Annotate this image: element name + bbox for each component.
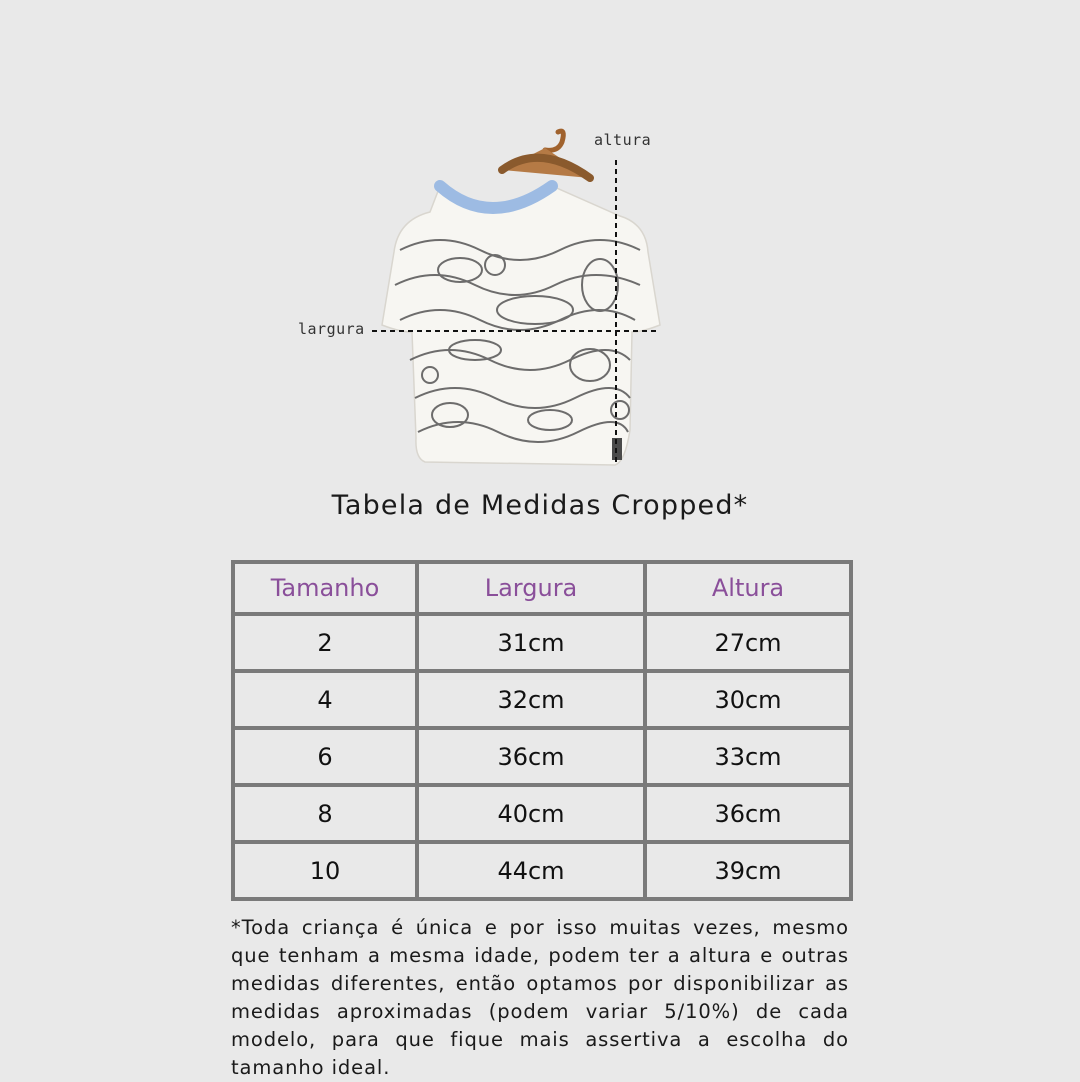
width-cell: 40cm: [417, 785, 645, 842]
table-row: [233, 671, 851, 728]
size-cell: 2: [233, 614, 417, 671]
width-cell: 44cm: [417, 842, 645, 899]
footnote: *Toda criança é única e por isso muitas vezes, mesmo que tenham a mesma idade, podem ter a altura e outras medidas diferentes, então optamos por disponibilizar as medidas aproximadas (podem variar 5/10%) de cada modelo, para que fique mais assertiva a escolha do tamanho ideal.: [231, 916, 849, 1079]
size-cell: 10: [233, 842, 417, 899]
height-cell: 39cm: [645, 842, 851, 899]
width-cell: 36cm: [417, 728, 645, 785]
width-cell: 31cm: [417, 614, 645, 671]
size-cell: 8: [233, 785, 417, 842]
table-row: [233, 614, 851, 671]
cropped-shirt-illustration: [290, 120, 690, 480]
table-row: [233, 728, 851, 785]
header-height: Altura: [645, 562, 851, 614]
height-cell: 33cm: [645, 728, 851, 785]
height-cell: 36cm: [645, 785, 851, 842]
table-row: [233, 842, 851, 899]
height-label: altura: [594, 131, 652, 149]
height-cell: 27cm: [645, 614, 851, 671]
size-chart-table: [231, 560, 853, 901]
width-label: largura: [298, 320, 365, 338]
table-row: [233, 785, 851, 842]
width-cell: 32cm: [417, 671, 645, 728]
size-cell: 4: [233, 671, 417, 728]
header-width: Largura: [417, 562, 645, 614]
table-header-row: [233, 562, 851, 614]
product-photo: [290, 120, 690, 480]
height-cell: 30cm: [645, 671, 851, 728]
hanger-icon: [502, 131, 590, 178]
size-cell: 6: [233, 728, 417, 785]
page-title: Tabela de Medidas Cropped*: [331, 490, 749, 521]
header-size: Tamanho: [233, 562, 417, 614]
